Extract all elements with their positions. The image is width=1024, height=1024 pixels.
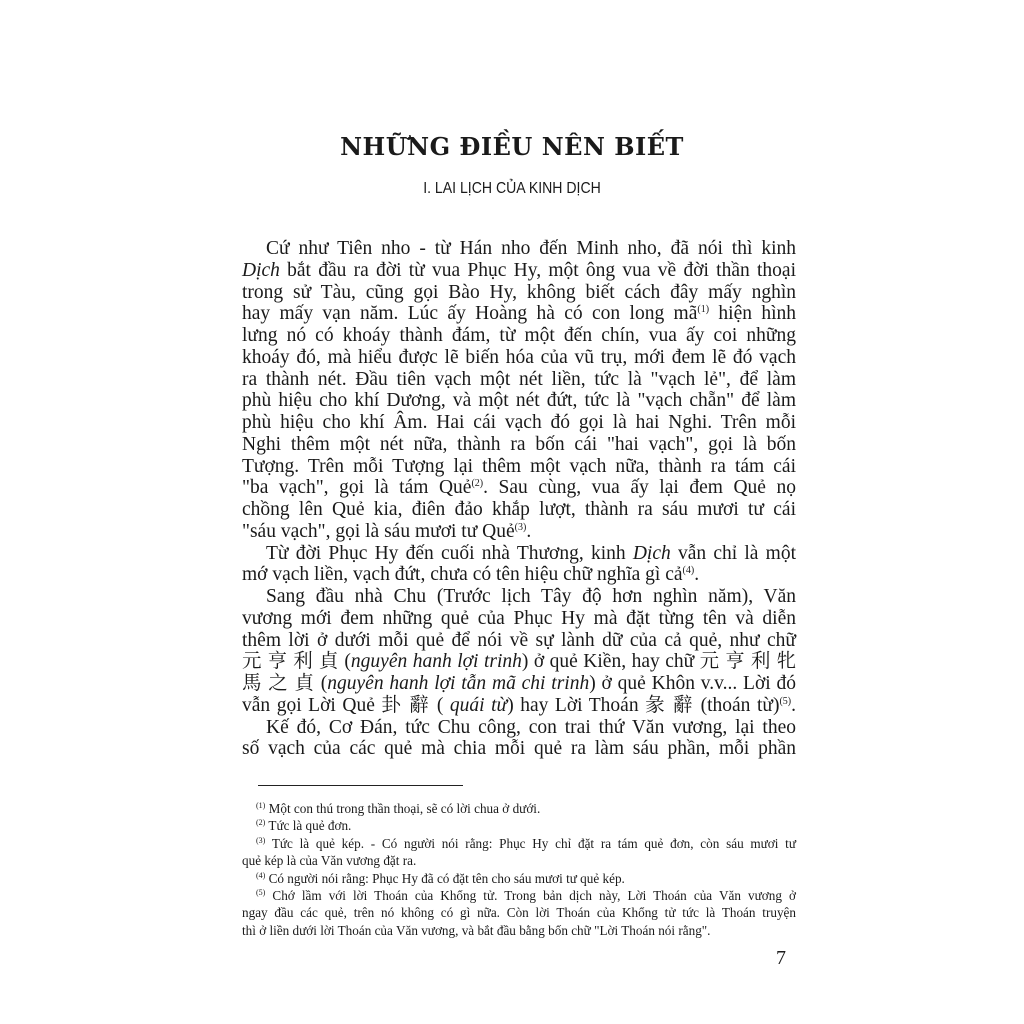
footnote-line <box>242 887 796 904</box>
paragraph-line <box>242 586 796 608</box>
text-span: ) ở quẻ Khôn v.v... Lời đó <box>589 673 796 694</box>
text-span: ) ở quẻ Kiền, hay chữ 元 亨 利 牝 <box>521 651 796 673</box>
text-span: hay mấy vạn năm. Lúc ấy Hoàng hà có con long mã <box>242 303 698 325</box>
text-span: . Sau cùng, vua ấy lại đem Quẻ nọ <box>483 477 796 499</box>
text-span: vương mới đem những quẻ của Phục Hy mà đặt từng tên và diễn <box>242 607 796 629</box>
text-span: Tức là quẻ kép. - Có người nói rằng: Phục Hy chỉ đặt ra tám quẻ đơn, còn sáu mươi tư <box>265 835 796 851</box>
italic-text: nguyên hanh lợi trinh <box>350 651 522 673</box>
footnote-marker: (1) <box>697 304 710 316</box>
paragraph-line <box>242 630 796 652</box>
text-span: chồng lên Quẻ kia, điên đảo khắp lượt, thành ra sáu mươi tư cái <box>242 499 796 520</box>
paragraph-line <box>242 303 796 325</box>
text-span: . <box>526 520 532 542</box>
footnote-marker: (5) <box>779 695 792 707</box>
paragraph-line <box>242 738 796 760</box>
footnote-marker: (3) <box>514 521 527 533</box>
paragraph-line <box>242 369 796 391</box>
text-span: phù hiệu cho khí Âm. Hai cái vạch đó gọi là hai Nghi. Trên mỗi <box>242 412 796 433</box>
body-text <box>242 238 796 760</box>
text-span: Một con thú trong thần thoại, sẽ có lời chua ở dưới. <box>265 801 541 816</box>
paragraph-line <box>242 456 796 478</box>
paragraph-line <box>242 238 796 260</box>
footnote-line <box>242 870 796 887</box>
text-span: Sang đầu nhà Chu (Trước lịch Tây độ hơn nghìn năm), Văn <box>266 586 796 607</box>
footnote-marker: (5) <box>256 887 266 897</box>
footnote-marker: (4) <box>256 870 266 880</box>
paragraph-line <box>242 651 796 673</box>
text-span: khoáy đó, mà hiểu được lẽ biến hóa của vũ trụ, mới đem lẽ đó vạch <box>242 346 796 368</box>
text-span: hiện hình <box>709 303 796 325</box>
text-span: 馬 之 貞 ( <box>242 673 328 694</box>
text-span: "sáu vạch", gọi là sáu mươi tư Quẻ <box>242 520 515 542</box>
text-span: Nghi thêm một nét nữa, thành ra bốn cái "hai vạch", gọi là bốn <box>242 433 796 455</box>
paragraph-line <box>242 499 796 521</box>
paragraph-line <box>242 412 796 434</box>
text-span: quẻ kép là của Văn vương đặt ra. <box>242 853 417 869</box>
text-span: ngay đầu các quẻ, trên nó không có gì nữa. Còn lời Thoán của Khổng tử tức là Thoán truyện <box>242 905 796 921</box>
text-span: Chớ lầm với lời Thoán của Khổng tử. Trong bản dịch này, Lời Thoán của Văn vương ở <box>265 887 796 903</box>
paragraph-line <box>242 564 796 586</box>
page-number: 7 <box>776 947 786 969</box>
paragraph-line <box>242 543 796 565</box>
text-span: Tức là quẻ đơn. <box>265 818 352 834</box>
paragraph-line <box>242 282 796 304</box>
footnote-line <box>242 800 796 817</box>
italic-text: Dịch <box>632 542 671 564</box>
footnote-line <box>242 922 796 939</box>
footnote-line <box>242 904 796 921</box>
text-span: thì ở liền dưới lời Thoán của Văn vương, và bắt đầu bằng bốn chữ "Lời Thoán nói rằng". <box>242 922 711 938</box>
italic-text: quái từ <box>449 694 508 716</box>
text-span: . <box>791 694 796 716</box>
footnote-marker: (3) <box>256 835 266 845</box>
footnote-line <box>242 835 796 852</box>
text-span: vẫn chỉ là một <box>670 542 796 564</box>
paragraph-line <box>242 608 796 630</box>
text-span: trong sử Tàu, cũng gọi Bào Hy, không biết cách đây mấy nghìn <box>242 281 796 303</box>
text-span: Cứ như Tiên nho - từ Hán nho đến Minh nho, đã nói thì kinh <box>266 238 796 259</box>
section-heading: I. LAI LỊCH CỦA KINH DỊCH <box>423 180 601 197</box>
page-title: NHỮNG ĐIỀU NÊN BIẾT <box>340 132 684 161</box>
text-span: 元 亨 利 貞 ( <box>242 651 351 673</box>
footnote-line <box>242 817 796 834</box>
italic-text: nguyên hanh lợi tẫn mã chi trinh <box>327 673 590 694</box>
paragraph-line <box>242 260 796 282</box>
paragraph-line <box>242 521 796 543</box>
footnote-marker: (4) <box>682 565 695 577</box>
paragraph-line <box>242 695 796 717</box>
italic-text: Dịch <box>242 259 280 281</box>
footnote-line <box>242 852 796 869</box>
paragraph-line <box>242 477 796 499</box>
footnote-divider <box>258 785 463 786</box>
paragraph-line <box>242 673 796 695</box>
text-span: mớ vạch liền, vạch đứt, chưa có tên hiệu chữ nghĩa gì cả <box>242 564 683 586</box>
text-span: Có người nói rằng: Phục Hy đã có đặt tên cho sáu mươi tư quẻ kép. <box>265 870 625 886</box>
paragraph-line <box>242 325 796 347</box>
footnotes <box>242 800 796 939</box>
text-span: lưng nó có khoáy thành đám, từ một đến chín, vua ấy coi những <box>242 325 796 346</box>
footnote-marker: (2) <box>471 478 484 490</box>
text-span: vẫn gọi Lời Quẻ 卦 辭 ( <box>242 694 450 716</box>
text-span: Tượng. Trên mỗi Tượng lại thêm một vạch nữa, thành ra tám cái <box>242 455 796 477</box>
text-span: thêm lời ở dưới mỗi quẻ để nói về sự lành dữ của cả quẻ, như chữ <box>242 629 796 651</box>
paragraph-line <box>242 434 796 456</box>
text-span: phù hiệu cho khí Dương, và một nét đứt, tức là "vạch chẵn" để làm <box>242 390 796 412</box>
text-span: số vạch của các quẻ mà chia mỗi quẻ ra làm sáu phần, mỗi phần <box>242 738 796 760</box>
footnote-marker: (1) <box>256 801 266 810</box>
paragraph-line <box>242 717 796 739</box>
text-span: Từ đời Phục Hy đến cuối nhà Thương, kinh <box>266 542 633 564</box>
footnote-marker: (2) <box>256 818 266 828</box>
paragraph-line <box>242 347 796 369</box>
text-span: bắt đầu ra đời từ vua Phục Hy, một ông vua về đời thần thoại <box>279 259 796 281</box>
paragraph-line <box>242 390 796 412</box>
text-span: Kế đó, Cơ Đán, tức Chu công, con trai thứ Văn vương, lại theo <box>266 716 796 738</box>
text-span: . <box>694 564 700 586</box>
text-span: ra thành nét. Đầu tiên vạch một nét liền, tức là "vạch lẻ", để làm <box>242 368 796 390</box>
text-span: "ba vạch", gọi là tám Quẻ <box>242 477 472 499</box>
text-span: ) hay Lời Thoán 彖 辭 (thoán từ) <box>507 694 780 716</box>
